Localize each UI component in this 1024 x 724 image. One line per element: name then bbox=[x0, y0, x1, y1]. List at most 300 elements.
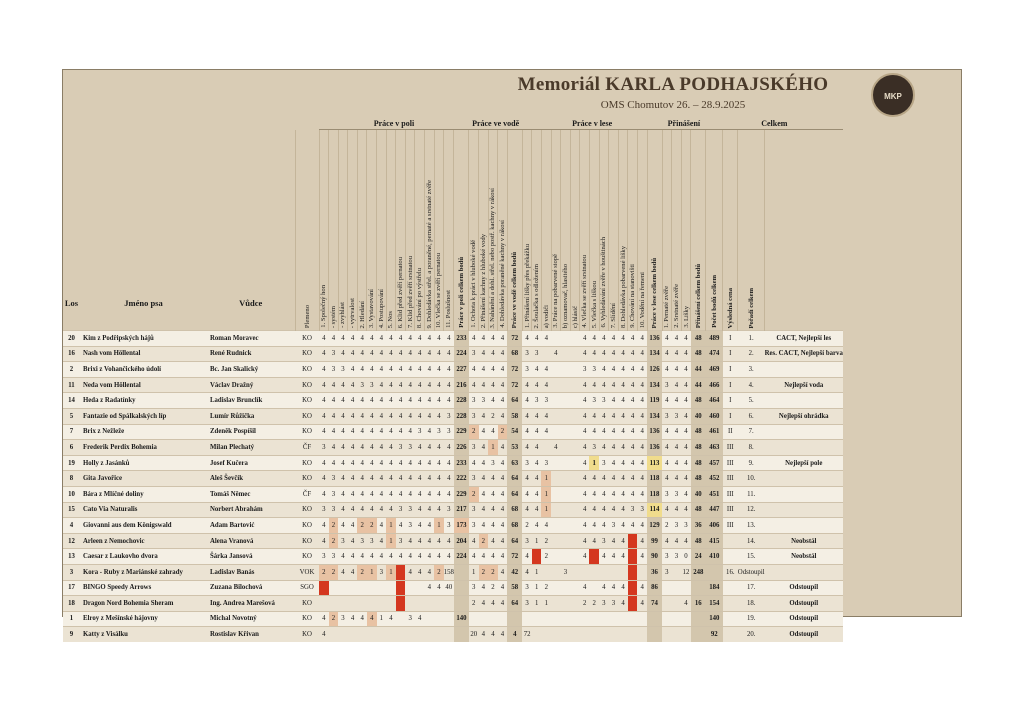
score-cell: 4 bbox=[580, 424, 590, 440]
score-cell: 3 bbox=[522, 455, 532, 471]
score-cell: 4 bbox=[415, 455, 425, 471]
score-cell: 4 bbox=[405, 533, 415, 549]
score-cell: 4 bbox=[434, 502, 444, 518]
score-cell: 4 bbox=[488, 331, 498, 347]
score-cell: 4 bbox=[479, 580, 489, 596]
score-cell: 4 bbox=[498, 393, 508, 409]
score-cell: 4 bbox=[396, 486, 406, 502]
score-cell bbox=[628, 564, 638, 580]
dog-name-cell: Dragon Nord Bohemia Sheram bbox=[80, 596, 207, 612]
score-cell: 3 bbox=[329, 502, 339, 518]
score-cell bbox=[338, 596, 348, 612]
leader-cell: Zuzana Bilochová bbox=[207, 580, 295, 596]
score-cell: 233 bbox=[454, 455, 469, 471]
score-cell: 3 bbox=[469, 580, 479, 596]
score-cell: 3 bbox=[405, 440, 415, 456]
score-cell: 1 bbox=[532, 564, 542, 580]
score-cell bbox=[589, 611, 599, 627]
score-cell bbox=[396, 596, 406, 612]
score-cell: 4 bbox=[386, 408, 396, 424]
header-dog: Jméno psa bbox=[80, 130, 207, 331]
score-cell: 4 bbox=[357, 455, 367, 471]
score-cell: 4 bbox=[319, 627, 329, 642]
score-cell: 4 bbox=[628, 346, 638, 362]
score-cell: 12 bbox=[681, 564, 691, 580]
score-cell: 4 bbox=[637, 549, 647, 565]
score-cell bbox=[357, 627, 367, 642]
score-cell: 72 bbox=[507, 362, 522, 378]
score-cell: 4 bbox=[609, 533, 619, 549]
score-cell: 4 bbox=[681, 408, 691, 424]
header-leader: Vůdce bbox=[207, 130, 295, 331]
score-cell: 4 bbox=[599, 362, 609, 378]
column-header: b) oznamovač, hlasitého bbox=[561, 130, 571, 331]
los-cell: 8 bbox=[63, 471, 80, 487]
score-cell: 4 bbox=[532, 408, 542, 424]
score-cell: 4 bbox=[405, 331, 415, 347]
score-cell bbox=[561, 518, 571, 534]
score-cell: 4 bbox=[425, 424, 435, 440]
score-cell: 4 bbox=[580, 455, 590, 471]
score-cell: 4 bbox=[609, 346, 619, 362]
score-cell: 4 bbox=[396, 455, 406, 471]
breed-cell: KO bbox=[295, 408, 319, 424]
score-cell bbox=[672, 627, 682, 642]
score-cell: 3 bbox=[522, 580, 532, 596]
group-header-row bbox=[63, 118, 843, 130]
score-cell: 4 bbox=[522, 393, 532, 409]
score-cell: 54 bbox=[507, 424, 522, 440]
score-cell: 4 bbox=[522, 549, 532, 565]
score-cell bbox=[662, 580, 672, 596]
score-cell: 118 bbox=[647, 486, 662, 502]
score-cell: 4 bbox=[599, 440, 609, 456]
score-cell: 4 bbox=[348, 611, 358, 627]
score-cell: 4 bbox=[434, 408, 444, 424]
score-cell bbox=[396, 580, 406, 596]
table-row bbox=[63, 440, 843, 456]
score-cell: 4 bbox=[609, 377, 619, 393]
score-cell: 4 bbox=[637, 471, 647, 487]
score-cell: 3 bbox=[405, 518, 415, 534]
score-cell bbox=[672, 596, 682, 612]
dog-name-cell: Nash vom Höllental bbox=[80, 346, 207, 362]
score-cell: 14. bbox=[738, 533, 765, 549]
result-note-cell bbox=[765, 518, 843, 534]
score-cell: 4 bbox=[434, 533, 444, 549]
score-cell: 4 bbox=[681, 331, 691, 347]
score-cell: 36 bbox=[647, 564, 662, 580]
score-cell: 3 bbox=[589, 362, 599, 378]
result-note-cell: Odstoupil bbox=[765, 580, 843, 596]
score-cell: 10. bbox=[738, 471, 765, 487]
los-cell: 19 bbox=[63, 455, 80, 471]
score-cell: 3 bbox=[357, 533, 367, 549]
score-cell: 4 bbox=[434, 455, 444, 471]
score-cell bbox=[377, 580, 387, 596]
score-cell bbox=[386, 627, 396, 642]
leader-cell: Bc. Jan Skalický bbox=[207, 362, 295, 378]
score-cell bbox=[570, 471, 580, 487]
score-cell: 20 bbox=[469, 627, 479, 642]
score-cell: 4 bbox=[425, 518, 435, 534]
los-cell: 2 bbox=[63, 362, 80, 378]
score-cell: 4 bbox=[357, 331, 367, 347]
dog-name-cell: Brixi z Vohančického údolí bbox=[80, 362, 207, 378]
table-row bbox=[63, 533, 843, 549]
score-cell: 1 bbox=[434, 518, 444, 534]
score-cell: 4 bbox=[599, 580, 609, 596]
score-cell: 233 bbox=[454, 331, 469, 347]
score-cell: 4 bbox=[488, 518, 498, 534]
score-cell: 4 bbox=[637, 518, 647, 534]
leader-cell: Norbert Abrahám bbox=[207, 502, 295, 518]
score-cell: 1 bbox=[541, 471, 551, 487]
score-cell: 4 bbox=[618, 455, 628, 471]
score-cell: 4 bbox=[386, 331, 396, 347]
score-cell: 3 bbox=[522, 596, 532, 612]
leader-cell: Aleš Ševčík bbox=[207, 471, 295, 487]
score-cell: 4 bbox=[580, 408, 590, 424]
result-note-cell: Odstoupil bbox=[765, 596, 843, 612]
score-cell: 4 bbox=[396, 377, 406, 393]
result-note-cell bbox=[765, 502, 843, 518]
score-cell: 4 bbox=[618, 471, 628, 487]
leader-cell: Zdeněk Pospíšil bbox=[207, 424, 295, 440]
score-cell: 4 bbox=[415, 549, 425, 565]
score-cell: 2 bbox=[367, 518, 377, 534]
score-cell: 4 bbox=[396, 518, 406, 534]
score-cell: 4 bbox=[415, 362, 425, 378]
score-cell: 4 bbox=[319, 611, 329, 627]
score-cell: 4 bbox=[319, 518, 329, 534]
score-cell: 3 bbox=[662, 377, 672, 393]
score-cell: 48 bbox=[691, 393, 706, 409]
leader-cell: René Rudnick bbox=[207, 346, 295, 362]
score-cell: 5. bbox=[738, 393, 765, 409]
score-cell: 4 bbox=[681, 502, 691, 518]
score-cell: 4 bbox=[522, 377, 532, 393]
score-cell: 4 bbox=[609, 455, 619, 471]
score-cell bbox=[348, 596, 358, 612]
score-cell: 4 bbox=[662, 424, 672, 440]
score-cell: 406 bbox=[706, 518, 723, 534]
score-cell: 4 bbox=[348, 533, 358, 549]
score-cell: 136 bbox=[647, 440, 662, 456]
score-cell: 9. bbox=[738, 455, 765, 471]
score-cell: 4 bbox=[444, 549, 454, 565]
score-cell: 4 bbox=[415, 564, 425, 580]
score-cell: 4 bbox=[618, 502, 628, 518]
score-cell: 134 bbox=[647, 346, 662, 362]
dog-name-cell: Holly z Jasánků bbox=[80, 455, 207, 471]
breed-cell: KO bbox=[295, 346, 319, 362]
score-cell bbox=[609, 627, 619, 642]
los-cell: 14 bbox=[63, 393, 80, 409]
score-cell: 4 bbox=[618, 486, 628, 502]
score-cell bbox=[628, 580, 638, 596]
score-cell: 3 bbox=[338, 611, 348, 627]
dog-name-cell: Katty z Visálku bbox=[80, 627, 207, 642]
score-cell: 4 bbox=[367, 331, 377, 347]
score-cell: 4 bbox=[405, 564, 415, 580]
score-cell: 248 bbox=[691, 564, 706, 580]
score-cell: 58 bbox=[507, 580, 522, 596]
score-cell: 4 bbox=[672, 362, 682, 378]
score-cell: 4 bbox=[338, 518, 348, 534]
score-cell bbox=[561, 611, 571, 627]
score-cell bbox=[434, 627, 444, 642]
score-cell: 4 bbox=[498, 549, 508, 565]
score-cell: 3 bbox=[637, 502, 647, 518]
score-cell: 4 bbox=[479, 455, 489, 471]
score-cell: 4 bbox=[469, 331, 479, 347]
score-cell: 4 bbox=[681, 440, 691, 456]
score-cell: 15. bbox=[738, 549, 765, 565]
score-cell: 154 bbox=[706, 596, 723, 612]
score-cell: 4 bbox=[488, 549, 498, 565]
score-cell: 2 bbox=[522, 518, 532, 534]
score-cell: 469 bbox=[706, 362, 723, 378]
score-cell: 4 bbox=[377, 549, 387, 565]
score-cell: 2 bbox=[357, 518, 367, 534]
score-cell: 4 bbox=[589, 471, 599, 487]
score-cell: 4 bbox=[599, 486, 609, 502]
leader-cell: Lumír Růžička bbox=[207, 408, 295, 424]
score-cell: 4 bbox=[425, 377, 435, 393]
score-cell bbox=[570, 580, 580, 596]
score-cell: 4 bbox=[589, 408, 599, 424]
score-cell: 4 bbox=[479, 346, 489, 362]
score-cell: 4 bbox=[498, 533, 508, 549]
score-cell: 4 bbox=[444, 486, 454, 502]
score-cell: 4 bbox=[377, 533, 387, 549]
score-cell bbox=[329, 580, 339, 596]
score-cell: 4 bbox=[338, 408, 348, 424]
group-pole: Práce v poli bbox=[319, 118, 469, 130]
table-row bbox=[63, 486, 843, 502]
dog-name-cell: Frederik Perdix Bohemia bbox=[80, 440, 207, 456]
score-cell: III bbox=[723, 440, 738, 456]
score-cell: 4 bbox=[488, 346, 498, 362]
leader-cell: Šárka Jansová bbox=[207, 549, 295, 565]
score-cell bbox=[570, 424, 580, 440]
score-cell: 4 bbox=[444, 533, 454, 549]
score-cell: 3 bbox=[329, 549, 339, 565]
score-cell: 4 bbox=[662, 440, 672, 456]
score-cell: 4 bbox=[498, 518, 508, 534]
score-cell: 4 bbox=[386, 393, 396, 409]
score-cell: 4 bbox=[532, 331, 542, 347]
score-cell: III bbox=[723, 471, 738, 487]
score-cell: 4 bbox=[405, 408, 415, 424]
score-cell bbox=[672, 564, 682, 580]
score-cell: 4 bbox=[444, 455, 454, 471]
score-cell: 4 bbox=[338, 377, 348, 393]
score-cell bbox=[570, 564, 580, 580]
header-los: Los bbox=[63, 130, 80, 331]
score-cell bbox=[570, 596, 580, 612]
score-cell: 86 bbox=[647, 580, 662, 596]
score-cell: 42 bbox=[507, 564, 522, 580]
score-cell bbox=[348, 580, 358, 596]
score-cell: 136 bbox=[647, 424, 662, 440]
score-cell: 4 bbox=[405, 471, 415, 487]
score-cell: 461 bbox=[706, 424, 723, 440]
score-cell bbox=[479, 611, 489, 627]
score-cell: 4 bbox=[348, 393, 358, 409]
score-cell: 4 bbox=[479, 596, 489, 612]
score-cell bbox=[454, 596, 469, 612]
score-cell: 4 bbox=[415, 471, 425, 487]
score-cell: 4 bbox=[357, 440, 367, 456]
score-cell: 3 bbox=[396, 502, 406, 518]
score-cell: 4 bbox=[580, 346, 590, 362]
score-cell: 2 bbox=[479, 533, 489, 549]
los-cell: 3 bbox=[63, 564, 80, 580]
result-note-cell bbox=[765, 471, 843, 487]
score-cell: 4 bbox=[357, 486, 367, 502]
score-cell: 3 bbox=[444, 518, 454, 534]
score-cell: 2 bbox=[434, 564, 444, 580]
score-cell: 72 bbox=[507, 377, 522, 393]
score-cell: 3 bbox=[405, 502, 415, 518]
score-cell: 1 bbox=[532, 533, 542, 549]
score-cell bbox=[561, 362, 571, 378]
leader-cell: Roman Moravec bbox=[207, 331, 295, 347]
score-cell: 4 bbox=[599, 408, 609, 424]
dog-name-cell: BINGO Speedy Arrows bbox=[80, 580, 207, 596]
score-cell: 4 bbox=[357, 611, 367, 627]
score-cell: 4 bbox=[396, 424, 406, 440]
column-header: 3. Práce na pobarvené stopě bbox=[551, 130, 561, 331]
score-cell: 1 bbox=[589, 455, 599, 471]
score-cell: 4 bbox=[541, 362, 551, 378]
score-cell bbox=[589, 627, 599, 642]
table-row bbox=[63, 346, 843, 362]
score-cell: 4 bbox=[599, 502, 609, 518]
score-cell: III bbox=[723, 502, 738, 518]
score-cell: 4 bbox=[681, 455, 691, 471]
column-header: 3. Lišky bbox=[681, 130, 691, 331]
score-cell: 4 bbox=[348, 346, 358, 362]
score-cell: 3. bbox=[738, 362, 765, 378]
score-cell: 136 bbox=[647, 331, 662, 347]
score-cell: 4 bbox=[405, 377, 415, 393]
table-row bbox=[63, 564, 843, 580]
column-header: Práce v poli celkem bodů bbox=[454, 130, 469, 331]
los-cell: 10 bbox=[63, 486, 80, 502]
score-cell: 4 bbox=[580, 393, 590, 409]
score-cell: 4 bbox=[618, 549, 628, 565]
score-cell: 4 bbox=[522, 471, 532, 487]
score-cell: 4 bbox=[618, 518, 628, 534]
score-cell: 4 bbox=[444, 331, 454, 347]
score-cell: 4 bbox=[415, 533, 425, 549]
score-cell bbox=[672, 580, 682, 596]
score-cell: 4 bbox=[498, 596, 508, 612]
column-header: 9. Chování na stanovišti bbox=[628, 130, 638, 331]
score-cell: 4 bbox=[541, 331, 551, 347]
score-cell: 3 bbox=[415, 424, 425, 440]
score-cell: 2 bbox=[589, 596, 599, 612]
score-cell: 4 bbox=[637, 596, 647, 612]
score-cell: 2 bbox=[469, 596, 479, 612]
los-cell: 17 bbox=[63, 580, 80, 596]
score-cell: 64 bbox=[507, 533, 522, 549]
column-header: 9. Dohledávka střel. a poraněné, pernaté a srstnaté zvěře bbox=[425, 130, 435, 331]
score-cell bbox=[580, 611, 590, 627]
score-cell: 2 bbox=[488, 408, 498, 424]
score-cell bbox=[377, 596, 387, 612]
score-cell: 4 bbox=[637, 455, 647, 471]
score-cell: 4 bbox=[488, 424, 498, 440]
score-cell bbox=[319, 580, 329, 596]
score-cell: 4 bbox=[618, 596, 628, 612]
column-header: 7. Slídění bbox=[609, 130, 619, 331]
column-header: 6. Vyhledávání zvěře v houštinách bbox=[599, 130, 609, 331]
dog-name-cell: Bára z Mlíčné doliny bbox=[80, 486, 207, 502]
score-cell: 4 bbox=[367, 502, 377, 518]
score-cell: 3 bbox=[662, 564, 672, 580]
score-cell: 4 bbox=[338, 564, 348, 580]
score-cell: 4 bbox=[541, 377, 551, 393]
score-cell: 3 bbox=[329, 486, 339, 502]
score-cell: 4 bbox=[662, 362, 672, 378]
score-cell: 4 bbox=[628, 471, 638, 487]
score-cell: 4 bbox=[338, 331, 348, 347]
score-cell: 4 bbox=[367, 611, 377, 627]
score-cell bbox=[444, 627, 454, 642]
score-cell: 1 bbox=[532, 580, 542, 596]
score-cell: 3 bbox=[522, 533, 532, 549]
score-cell bbox=[691, 580, 706, 596]
score-cell: 4 bbox=[319, 424, 329, 440]
score-cell: 4 bbox=[672, 502, 682, 518]
score-cell: 4 bbox=[479, 471, 489, 487]
column-header: 3. Nahánění a dohl. střel. nebo postř. kachny v rákosí bbox=[488, 130, 498, 331]
result-note-cell: Res. CACT, Nejlepší barva bbox=[765, 346, 843, 362]
score-cell: 2. bbox=[738, 346, 765, 362]
score-cell: 4 bbox=[541, 408, 551, 424]
score-cell: 4 bbox=[628, 377, 638, 393]
score-cell: 4 bbox=[434, 331, 444, 347]
score-cell: 1 bbox=[541, 502, 551, 518]
score-cell bbox=[599, 564, 609, 580]
score-cell: 4 bbox=[541, 424, 551, 440]
result-note-cell bbox=[765, 440, 843, 456]
score-cell: 4 bbox=[405, 486, 415, 502]
score-cell: 4 bbox=[488, 362, 498, 378]
column-header: - vytrvalost bbox=[348, 130, 358, 331]
score-cell: 4 bbox=[377, 393, 387, 409]
score-cell: 3 bbox=[396, 440, 406, 456]
score-cell bbox=[551, 627, 561, 642]
score-cell: 4 bbox=[662, 533, 672, 549]
score-cell bbox=[367, 627, 377, 642]
leader-cell: Václav Dražný bbox=[207, 377, 295, 393]
score-cell: 4 bbox=[662, 502, 672, 518]
score-cell bbox=[570, 377, 580, 393]
score-cell: 2 bbox=[329, 533, 339, 549]
score-cell: 3 bbox=[338, 362, 348, 378]
result-note-cell: Neobstál bbox=[765, 533, 843, 549]
score-cell: 4 bbox=[434, 393, 444, 409]
dog-name-cell: Arleen z Nemochovic bbox=[80, 533, 207, 549]
score-cell: 4 bbox=[469, 549, 479, 565]
score-cell: 4 bbox=[637, 486, 647, 502]
score-cell bbox=[691, 611, 706, 627]
